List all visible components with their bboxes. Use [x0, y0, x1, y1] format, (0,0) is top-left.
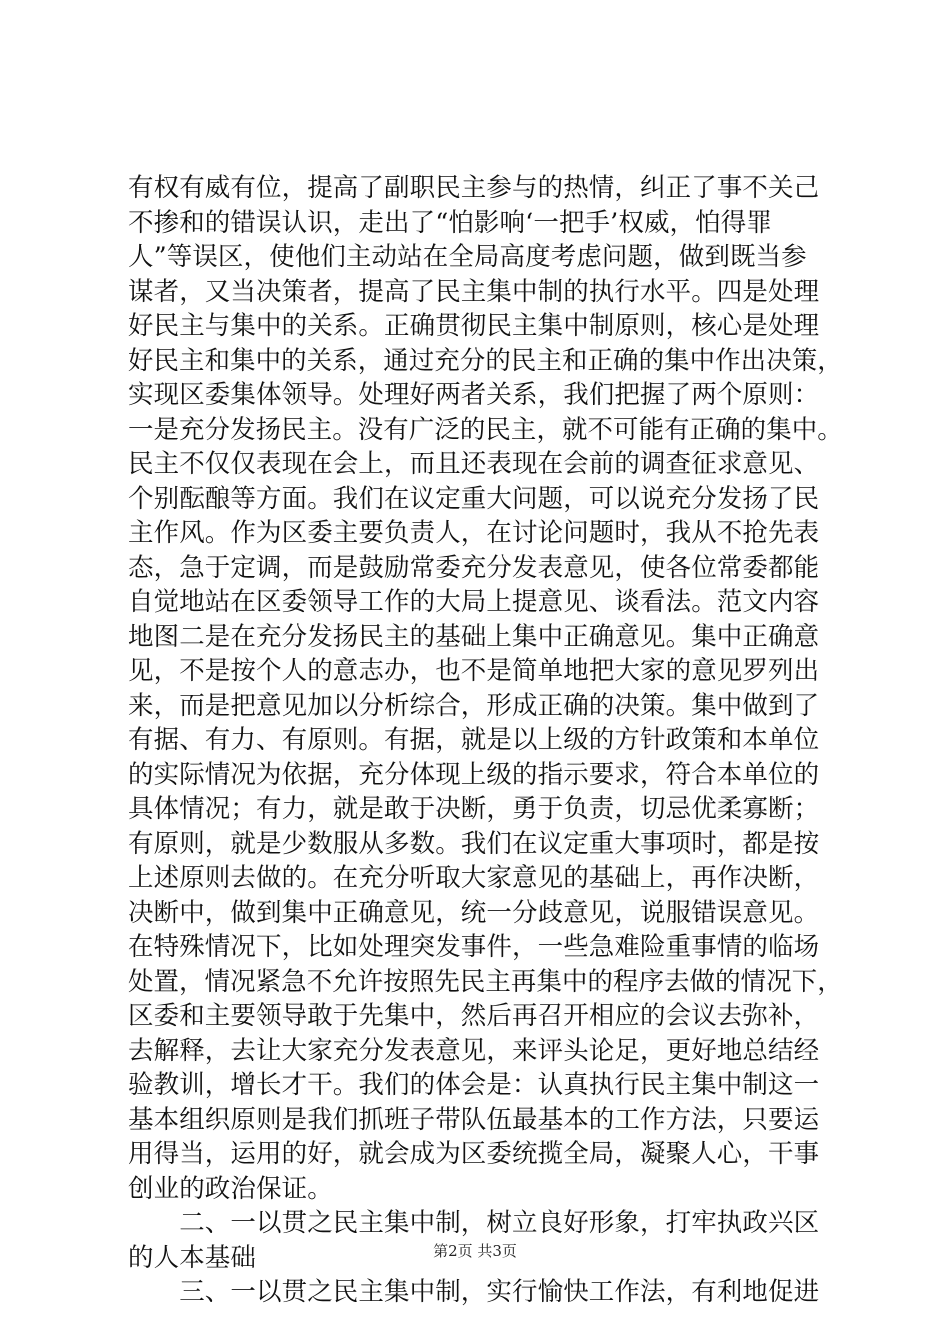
- text-line: 好民主和集中的关系，通过充分的民主和正确的集中作出决策，: [128, 345, 843, 376]
- text-line: 创业的政治保证。: [128, 1173, 333, 1204]
- text-line: 民主不仅仅表现在会上，而且还表现在会前的调查征求意见、: [128, 449, 820, 479]
- text-line: 态，急于定调，而是鼓励常委充分发表意见，使各位常委都能: [128, 552, 820, 583]
- body-text: [128, 171, 843, 1310]
- text-line: 区委和主要领导敢于先集中，然后再召开相应的会议去弥补，: [128, 1001, 820, 1031]
- text-line: 三、一以贯之民主集中制，实行愉快工作法，有利地促进: [128, 1277, 820, 1307]
- text-line: 去解释，去让大家充分发表意见，来评头论足，更好地总结经: [128, 1035, 820, 1066]
- text-line: 不掺和的错误认识，走出了“怕影响‘一把手’权威，怕得罪: [128, 207, 772, 238]
- text-line: 基本组织原则是我们抓班子带队伍最基本的工作方法，只要运: [128, 1104, 820, 1135]
- text-line: 在特殊情况下，比如处理突发事件，一些急难险重事情的临场: [128, 932, 820, 962]
- text-line: 人”等误区，使他们主动站在全局高度考虑问题，做到既当参: [128, 242, 807, 272]
- text-line: 谋者，又当决策者，提高了民主集中制的执行水平。四是处理: [128, 276, 820, 307]
- text-line: 一是充分发扬民主。没有广泛的民主，就不可能有正确的集中。: [128, 414, 843, 445]
- text-line: 地图二是在充分发扬民主的基础上集中正确意见。集中正确意: [128, 621, 820, 652]
- text-line: 来，而是把意见加以分析综合，形成正确的决策。集中做到了: [128, 690, 820, 721]
- text-line: 用得当，运用的好，就会成为区委统揽全局，凝聚人心，干事: [128, 1139, 820, 1169]
- text-line: 有原则，就是少数服从多数。我们在议定重大事项时，都是按: [128, 828, 820, 859]
- text-line: 有据、有力、有原则。有据，就是以上级的方针政策和本单位: [128, 725, 820, 755]
- text-line: 见，不是按个人的意志办，也不是简单地把大家的意见罗列出: [128, 656, 820, 686]
- text-line: 实现区委集体领导。处理好两者关系，我们把握了两个原则：: [128, 380, 820, 410]
- text-line: 验教训，增长才干。我们的体会是：认真执行民主集中制这一: [128, 1070, 820, 1100]
- text-line: 上述原则去做的。在充分听取大家意见的基础上，再作决断，: [128, 863, 820, 893]
- text-line: 二、一以贯之民主集中制，树立良好形象，打牢执政兴区: [128, 1208, 820, 1238]
- page-footer: 第2页 共3页: [433, 1242, 517, 1260]
- text-line: 有权有威有位，提高了副职民主参与的热情，纠正了事不关己: [128, 173, 820, 203]
- text-line: 的人本基础: [128, 1242, 257, 1273]
- text-line: 自觉地站在区委领导工作的大局上提意见、谈看法。范文内容: [128, 587, 820, 617]
- text-line: 好民主与集中的关系。正确贯彻民主集中制原则，核心是处理: [128, 311, 820, 341]
- text-line: 具体情况；有力，就是敢于决断，勇于负责，切忌优柔寡断；: [128, 794, 820, 824]
- text-line: 决断中，做到集中正确意见，统一分歧意见，说服错误意见。: [128, 897, 820, 928]
- text-line: 处置，情况紧急不允许按照先民主再集中的程序去做的情况下，: [128, 966, 843, 997]
- text-line: 的实际情况为依据，充分体现上级的指示要求，符合本单位的: [128, 759, 820, 790]
- text-line: 主作风。作为区委主要负责人，在讨论问题时，我从不抢先表: [128, 518, 820, 548]
- text-line: 个别酝酿等方面。我们在议定重大问题，可以说充分发扬了民: [128, 483, 820, 514]
